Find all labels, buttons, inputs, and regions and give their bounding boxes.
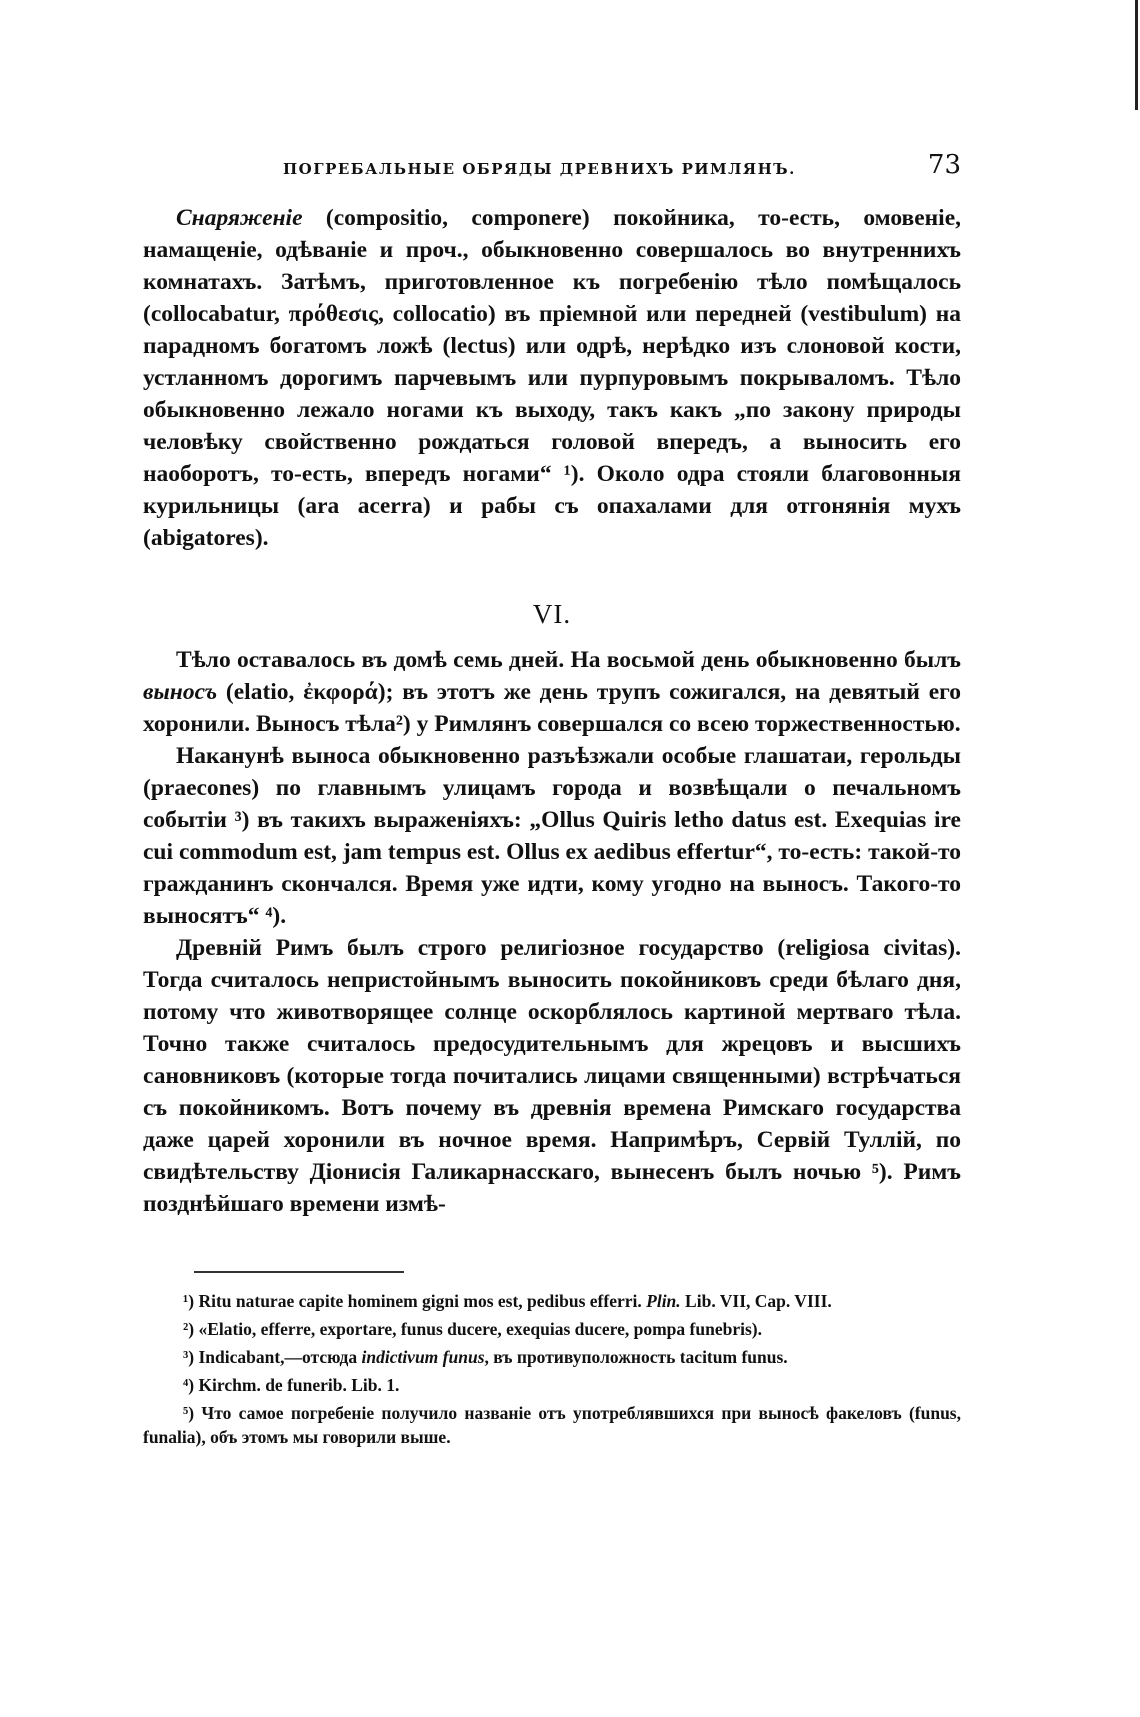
- page-number: 73: [927, 150, 961, 180]
- emphasis-term: выносъ: [143, 679, 218, 705]
- footnote-3: [143, 1345, 961, 1369]
- emphasis-term: Снаряженіе: [176, 205, 303, 231]
- paragraph-2-text-a: Тѣло оставалось въ домѣ семь дней. На восьмой день обыкновенно былъ: [176, 647, 961, 673]
- paragraph-2: [143, 644, 961, 740]
- footnote-3-text-a: ³) Indicabant,—отсюда: [183, 1347, 362, 1367]
- running-title: ПОГРЕБАЛЬНЫЕ ОБРЯДЫ ДРЕВНИХЪ РИМЛЯНЪ.: [283, 160, 796, 178]
- footnote-1: [143, 1289, 961, 1313]
- footnotes: [143, 1289, 961, 1453]
- footnote-rule: [194, 1271, 404, 1273]
- footnote-3-italic: indictivum funus: [361, 1347, 485, 1367]
- footnote-1-text-b: Lib. VII, Cap. VIII.: [680, 1291, 832, 1311]
- paragraph-4: Древній Римъ былъ строго религіозное государство (religiosa civitas). Тогда считалось непристойнымъ выносить покойниковъ среди бѣлаго дня, потому что животворящее солнце оскорблялось картиной мертваго тѣла. Точно также считалось предосудительнымъ для жрецовъ и высшихъ сановниковъ (которые тогда почитались лицами священными) встрѣчаться съ покойникомъ. Вотъ почему въ древнія времена Римскаго государства даже царей хоронили въ ночное время. Напримѣръ, Сервій Туллій, по свидѣтельству Діонисія Галикарнасскаго, вынесенъ былъ ночью ⁵). Римъ позднѣйшаго времени измѣ-: [143, 935, 961, 1217]
- section-heading: VI.: [532, 599, 572, 629]
- paragraph-1: [143, 202, 961, 554]
- footnote-1-text-a: ¹) Ritu naturae capite hominem gigni mos est, pedibus efferri.: [183, 1291, 647, 1311]
- paragraph-3: Наканунѣ выноса обыкновенно разъѣзжали особые глашатаи, герольды (praecones) по главнымъ улицамъ города и возвѣщали о печальномъ событіи ³) въ такихъ выраженіяхъ: „Ollus Quiris letho datus est. Exequias ire cui commodum est, jam tempus est. Ollus ex aedibus effertur“, то-есть: такой-то гражданинъ скончался. Время уже идти, кому угодно на выносъ. Такого-то выносятъ“ ⁴).: [143, 743, 961, 929]
- page-header: [143, 150, 961, 190]
- footnote-4: ⁴) Kirchm. de funerib. Lib. 1.: [183, 1375, 400, 1395]
- footnote-3-text-b: , въ противуположность tacitum funus.: [484, 1347, 788, 1367]
- footnote-5: ⁵) Что самое погребеніе получило названіе отъ употреблявшихся при выносѣ факеловъ (funus, funalia), объ этомъ мы говорили выше.: [143, 1403, 961, 1447]
- paragraph-1-text: (compositio, componere) покойника, то-есть, омовеніе, намащеніе, одѣваніе и проч., обыкновенно совершалось во внутреннихъ комнатахъ. Затѣмъ, приготовленное къ погребенію тѣло помѣщалось (collocabatur, πρόθεσις, collocatio) въ пріемной или передней (vestibulum) на парадномъ богатомъ ложѣ (lectus) или одрѣ, нерѣдко изъ слоновой кости, устланномъ дорогимъ парчевымъ или пурпуровымъ покрываломъ. Тѣло обыкновенно лежало ногами къ выходу, такъ какъ „по закону природы человѣку свойственно рождаться головой впередъ, а выносить его наоборотъ, то-есть, впередъ ногами“ ¹). Около одра стояли благовонныя курильницы (ara acerra) и рабы съ опахалами для отгонянія мухъ (abigatores).: [143, 205, 961, 551]
- page-edge-line: [1135, 0, 1138, 110]
- footnote-1-italic: Plin.: [646, 1291, 681, 1311]
- paragraph-2-text-b: (elatio, ἐκφορά); въ этотъ же день трупъ сожигался, на девятый его хоронили. Выносъ тѣла²) у Римлянъ совершался со всею торжественностью.: [143, 679, 961, 737]
- footnote-2: ²) «Elatio, efferre, exportare, funus ducere, exequias ducere, pompa funebris).: [183, 1319, 762, 1339]
- main-text: [143, 202, 961, 1220]
